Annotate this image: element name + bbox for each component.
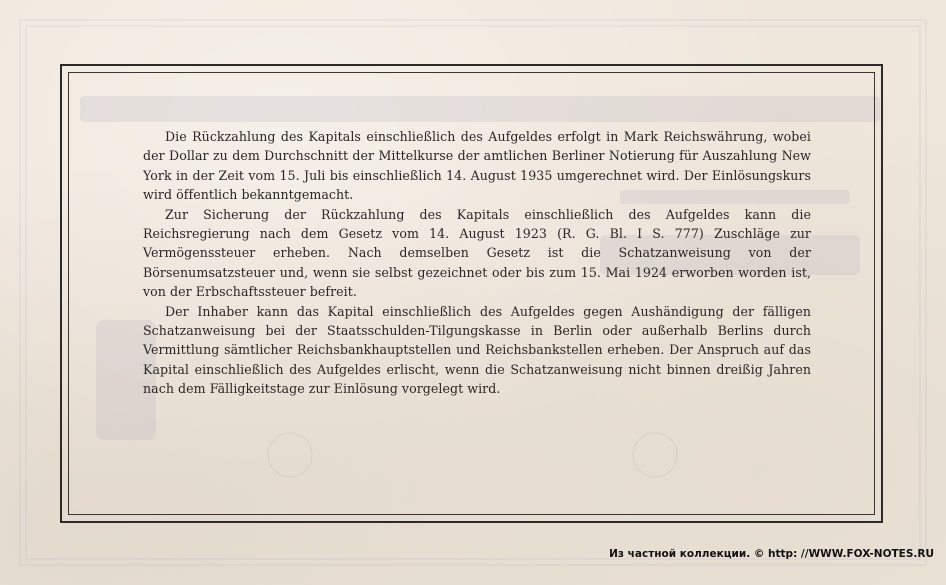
paragraph-security: Zur Sicherung der Rückzahlung des Kapitals einschließlich des Aufgeldes kann die Reichsregierung nach dem Gesetz vom 14. August 1923 (R. G. Bl. I S. 777) Zuschläge zur Vermögenssteuer erheben. Nach demselben Gesetz ist die Schatzanweisung von der Börsenumsatzsteuer und, wenn sie selbst gezeichnet oder bis zum 15. Mai 1924 erworben worden ist, von der Erbschaftssteuer befreit. xyxy=(143,206,811,300)
paragraph-redemption: Der Inhaber kann das Kapital einschließlich des Aufgeldes gegen Aushändigung der fälligen Schatzanweisung bei der Staatsschulden-Tilgungskasse in Berlin oder außerhalb Berlins durch Vermittlung sämtlicher Reichsbankhauptstellen und Reichsbankstellen erheben. Der Anspruch auf das Kapital einschließlich des Aufgeldes erlischt, wenn die Schatzanweisung nicht binnen dreißig Jahren nach dem Fälligkeitstage zur Einlösung vorgelegt wird. xyxy=(143,303,811,397)
collection-credit: Из частной коллекции. © http: //WWW.FOX-NOTES.RU xyxy=(609,548,934,560)
paragraph-repayment: Die Rückzahlung des Kapitals einschließlich des Aufgeldes erfolgt in Mark Reichswährung, wobei der Dollar zu dem Durchschnitt der Mittelkurse der amtlichen Berliner Notierung für Auszahlung New York in der Zeit vom 15. Juli bis einschließlich 14. August 1935 umgerechnet wird. Der Einlösungskurs wird öffentlich bekanntgemacht. xyxy=(143,129,811,203)
terms-text xyxy=(143,127,811,399)
